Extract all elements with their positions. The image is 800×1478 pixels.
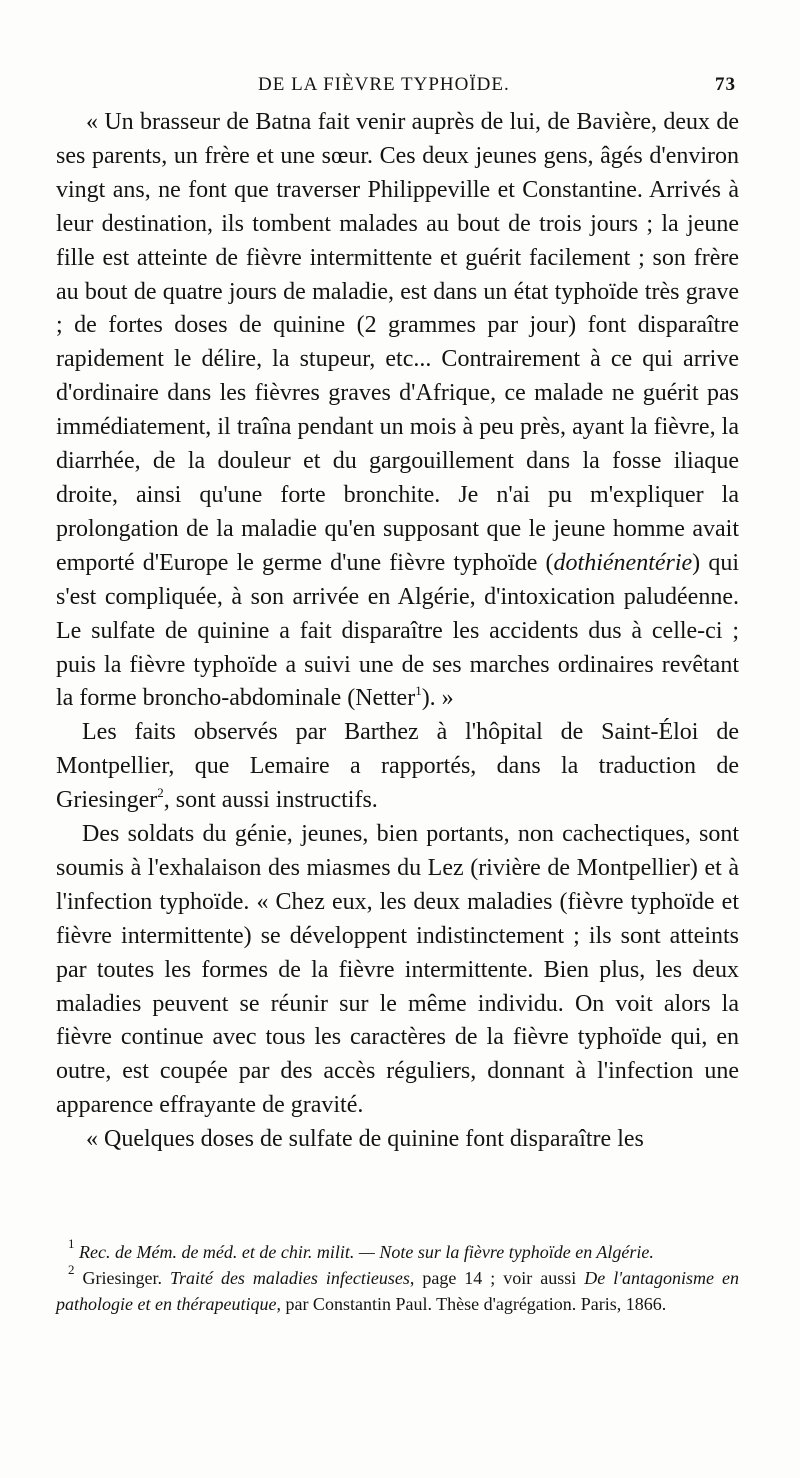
footnote-italic: Traité des maladies infectieuses <box>169 1268 410 1288</box>
paragraph-quelques: « Quelques doses de sulfate de quinine font disparaître les <box>86 1126 644 1153</box>
paragraph-barthez <box>56 716 739 818</box>
paragraph-soldats: Des soldats du génie, jeunes, bien portants, non cachectiques, sont soumis à l'exhalaison des miasmes du Lez (rivière de Montpellier) et à l'infection typhoïde. « Chez eux, les deux maladies (fièvre typhoïde et fièvre intermittente) se développent indistinctement ; ils sont atteints par toutes les formes de la fièvre intermittente. Bien plus, les deux maladies peuvent se réunir sur le même individu. On voit alors la fièvre continue avec tous les caractères de la fièvre typhoïde qui, en outre, est coupée par des accès réguliers, donnant à l'infection une apparence effrayante de gravité. <box>56 821 739 1119</box>
paragraph-text: Les faits observés par Barthez à l'hôpital de Saint-Éloi de Montpellier, que Lemaire a rapportés, dans la traduction de Griesinger <box>56 719 739 814</box>
footnote-text: , par Constantin Paul. Thèse d'agrégation. Paris, 1866. <box>276 1294 667 1314</box>
paragraph-quote-brasseur <box>56 106 739 716</box>
footnote-italic: De l'antagonisme en pathologie et en thérapeutique <box>56 1268 740 1314</box>
page-number: 73 <box>715 74 736 95</box>
footnote-ref: 2 <box>157 785 164 801</box>
paragraph-text: ) qui s'est compliquée, à son arrivée en Algérie, d'intoxication paludéenne. Le sulfate de quinine a fait disparaître les accidents dus à celle-ci ; puis la fièvre typhoïde a suivi une de ses marches ordinaires revêtant la forme broncho-abdominale (Netter <box>56 549 739 712</box>
body-text <box>56 106 739 1157</box>
footnote-2 <box>56 1262 740 1317</box>
footnote-mark: 2 <box>68 1262 75 1277</box>
paragraph-text: ). » <box>421 685 454 712</box>
footnote-ref: 1 <box>415 683 422 699</box>
footnote-text: , page 14 ; voir aussi <box>409 1268 585 1288</box>
running-header <box>0 70 800 100</box>
running-title: DE LA FIÈVRE TYPHOÏDE. <box>258 74 510 95</box>
footnotes <box>56 1236 740 1317</box>
italic-term: dothiénentérie <box>553 549 693 576</box>
paragraph-text: « Un brasseur de Batna fait venir auprès de lui, de Bavière, deux de ses parents, un frère et une sœur. Ces deux jeunes gens, âgés d'environ vingt ans, ne font que traverser Philippeville et Constantine. Arrivés à leur destination, ils tombent malades au bout de trois jours ; la jeune fille est atteinte de fièvre intermittente et guérit facilement ; son frère au bout de quatre jours de maladie, est dans un état typhoïde très grave ; de fortes doses de quinine (2 grammes par jour) font disparaître rapidement le délire, la stupeur, etc... Contrairement à ce qui arrive d'ordinaire dans les fièvres graves d'Afrique, ce malade ne guérit pas immédiatement, il traîna pendant un mois à peu près, ayant la fièvre, la diarrhée, de la douleur et du gargouillement dans la fosse iliaque droite, ainsi qu'une forte bronchite. Je n'ai pu m'expliquer la prolongation de la maladie qu'en supposant que le jeune homme avait emporté d'Europe le germe d'une fièvre typhoïde ( <box>56 109 739 576</box>
footnote-mark: 1 <box>68 1236 75 1251</box>
footnote-text: Griesinger. <box>82 1268 170 1288</box>
footnote-1 <box>56 1236 739 1265</box>
paragraph-text: , sont aussi instructifs. <box>163 787 378 814</box>
footnote-text: Rec. de Mém. de méd. et de chir. milit. — Note sur la fièvre typhoïde en Algérie. <box>79 1242 654 1262</box>
